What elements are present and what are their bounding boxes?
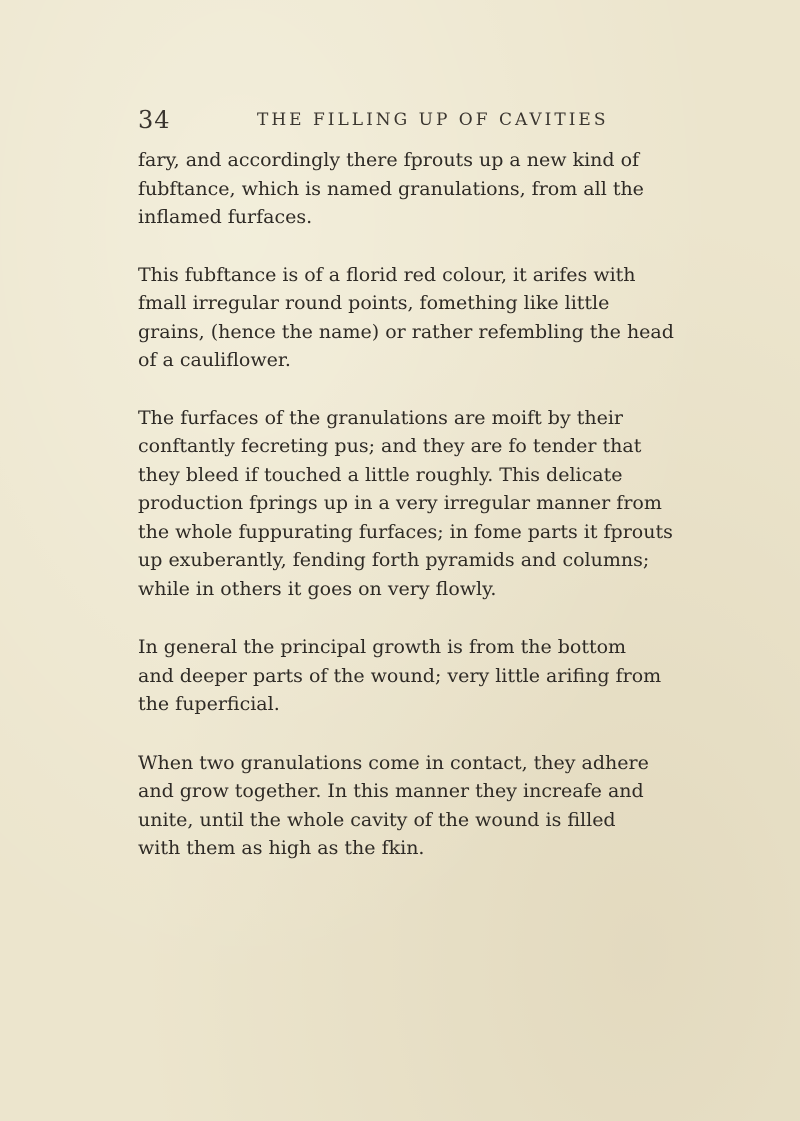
paragraph-4 — [138, 633, 702, 719]
text-line: the fuperficial. — [138, 693, 280, 715]
paragraph-1 — [138, 146, 702, 232]
page-number: 34 — [138, 106, 171, 134]
text-line: production fprings up in a very irregular manner from — [138, 492, 662, 514]
text-line: fmall irregular round points, fomething like little — [138, 292, 610, 314]
text-line: grains, (hence the name) or rather refembling the head — [138, 320, 674, 343]
text-line: and deeper parts of the wound; very little arifing from — [138, 664, 662, 687]
text-line: The furfaces of the granulations are moift by their — [138, 406, 624, 429]
text-line: and grow together. In this manner they increafe and — [138, 780, 644, 802]
text-line: This fubftance is of a florid red colour, it arifes with — [138, 263, 636, 286]
text-line: of a cauliflower. — [138, 349, 291, 371]
text-line: When two granulations come in contact, they adhere — [138, 751, 649, 774]
text-line: inflamed furfaces. — [138, 206, 313, 228]
paragraph-5 — [138, 749, 702, 863]
text-line: they bleed if touched a little roughly. This delicate — [138, 463, 623, 486]
running-head: THE FILLING UP OF CAVITIES — [257, 110, 609, 130]
text-line: In general the principal growth is from the bottom — [138, 636, 627, 658]
text-line: with them as high as the fkin. — [138, 837, 425, 859]
paragraph-3 — [138, 404, 702, 604]
text-line: up exuberantly, fending forth pyramids and columns; — [138, 549, 650, 571]
text-line: conftantly fecreting pus; and they are fo tender that — [138, 435, 642, 457]
text-line: the whole fuppurating furfaces; in fome parts it fprouts — [138, 520, 673, 543]
text-line: unite, until the whole cavity of the wound is filled — [138, 808, 616, 831]
text-line: fubftance, which is named granulations, from all the — [138, 177, 644, 200]
text-line: fary, and accordingly there fprouts up a new kind of — [138, 149, 640, 171]
body-text — [138, 146, 702, 890]
page-header — [138, 106, 698, 138]
text-line: while in others it goes on very flowly. — [138, 577, 497, 600]
paragraph-2 — [138, 261, 702, 375]
